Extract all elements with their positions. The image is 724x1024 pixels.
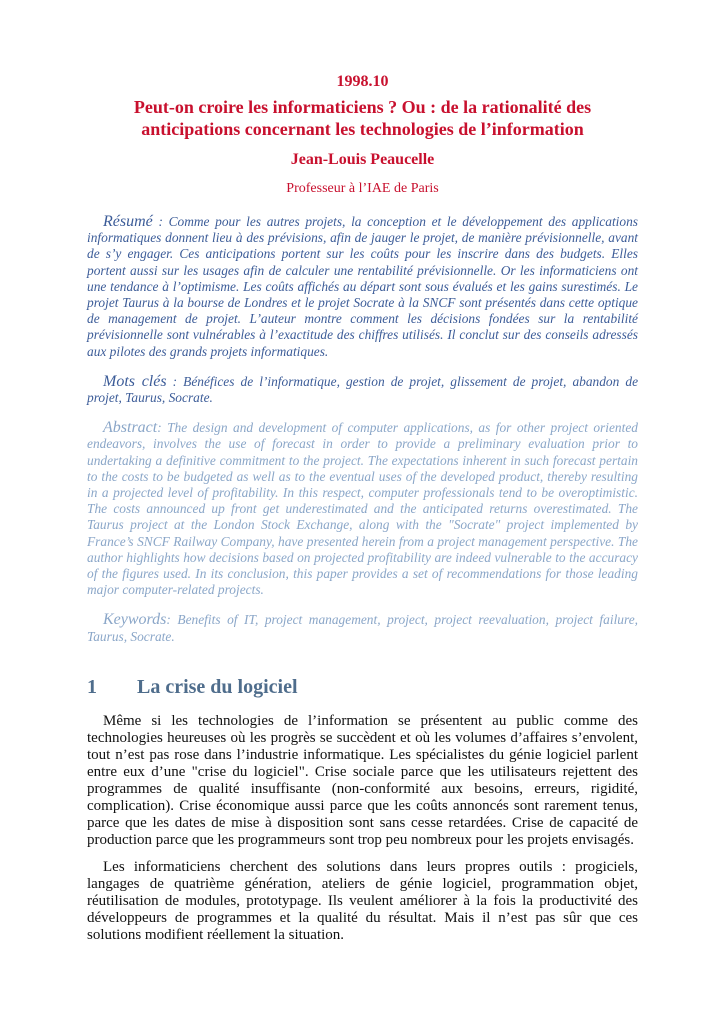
keywords-text: : Benefits of IT, project management, project, project reevaluation, project failure, Taurus, Socrate. [87,612,638,644]
abstract-label: Abstract [103,419,158,437]
mots-cles-paragraph [87,374,638,406]
keywords-paragraph [87,612,638,644]
resume-text: : Comme pour les autres projets, la conception et le développement des applications informatiques donnent lieu à des prévisions, afin de jauger le projet, de manière prévisionnelle, avant de s’y engager. Ces anticipations portent sur les coûts pour les inscrire dans des budgets. Elles portent aussi sur les usages afin de calculer une rentabilité prévisionnelle. Or les informaticiens ont une tendance à l’optimisme. Les coûts affichés au départ sont sous évalués et les gains surestimés. Le projet Taurus à la bourse de Londres et le projet Socrate à la SNCF sont présentés dans cette optique de management de projet. L’auteur montre comment les décisions fondées sur la rentabilité prévisionnelle sont vulnérables à l’exactitude des chiffres utilisés. Il conclut sur des conseils adressés aux pilotes des grands projets informatiques. [87,214,638,359]
resume-label: Résumé [103,213,153,230]
body-paragraph-2: Les informaticiens cherchent des solutions dans leurs propres outils : progiciels, langages de quatrième génération, ateliers de génie logiciel, programmation objet, réutilisation de modules, prototypage. Ils veulent améliorer à la fois la productivité des développeurs de programmes et la qualité du résultat. Mais il n’est pas sûr que ces solutions modifient réellement la situation. [87,858,638,943]
paper-reference: 1998.10 [336,73,389,90]
abstract-paragraph [87,420,638,598]
author-affiliation: Professeur à l’IAE de Paris [286,181,439,196]
mots-cles-text: : Bénéfices de l’informatique, gestion de projet, glissement de projet, abandon de projet, Taurus, Socrate. [87,373,639,406]
paper-title-line2: anticipations concernant les technologies de l’information [141,119,584,139]
paper-page [87,72,638,944]
body-paragraph-1: Même si les technologies de l’information se présentent au public comme des technologies heureuses où les progrès se succèdent et où les volumes d’affaires s’envolent, tout n’est pas rose dans l’industrie informatique. Les spécialistes du génie logiciel parlent entre eux d’une "crise du logiciel". Crise sociale parce que les utilisateurs rejettent des programmes de qualité insuffisante (non-conformité aux besoins, erreurs, rigidité, complication). Crise économique aussi parce que les coûts annoncés sont rarement tenus, parce que les dates de mise à disposition sont sans cesse retardées. Crise de capacité de production parce que les programmeurs sont trop peu nombreux pour les projets envisagés. [87,712,638,848]
author-name: Jean-Louis Peaucelle [290,151,435,168]
section-heading [87,675,638,699]
section-title: La crise du logiciel [137,675,298,698]
mots-cles-label: Mots clés [103,372,167,390]
resume-paragraph [87,214,638,360]
section-number: 1 [87,675,97,698]
paper-title [87,96,638,140]
paper-title-line1: Peut-on croire les informaticiens ? Ou : de la rationalité des [133,97,592,117]
keywords-label: Keywords [103,611,167,629]
abstract-text: : The design and development of computer applications, as for other project oriented endeavors, involves the use of forecast in order to provide a preliminary evaluation prior to undertaking a definitive commitment to the project. The expectations inherent in such forecast pertain to the costs to be budgeted as well as to the eventual uses of the developed product, thereby resulting in a projected level of profitability. In this respect, computer professionals tend to be overoptimistic. The costs announced up front get underestimated and the anticipated returns overestimated. The Taurus project at the London Stock Exchange, along with the "Socrate" project implemented by France’s SNCF Railway Company, have presented herein from a project management perspective. The author highlights how decisions based on projected profitability are indeed vulnerable to the accuracy of the figures used. In its conclusion, this paper provides a set of recommendations for those leading major computer-related projects. [87,420,638,598]
